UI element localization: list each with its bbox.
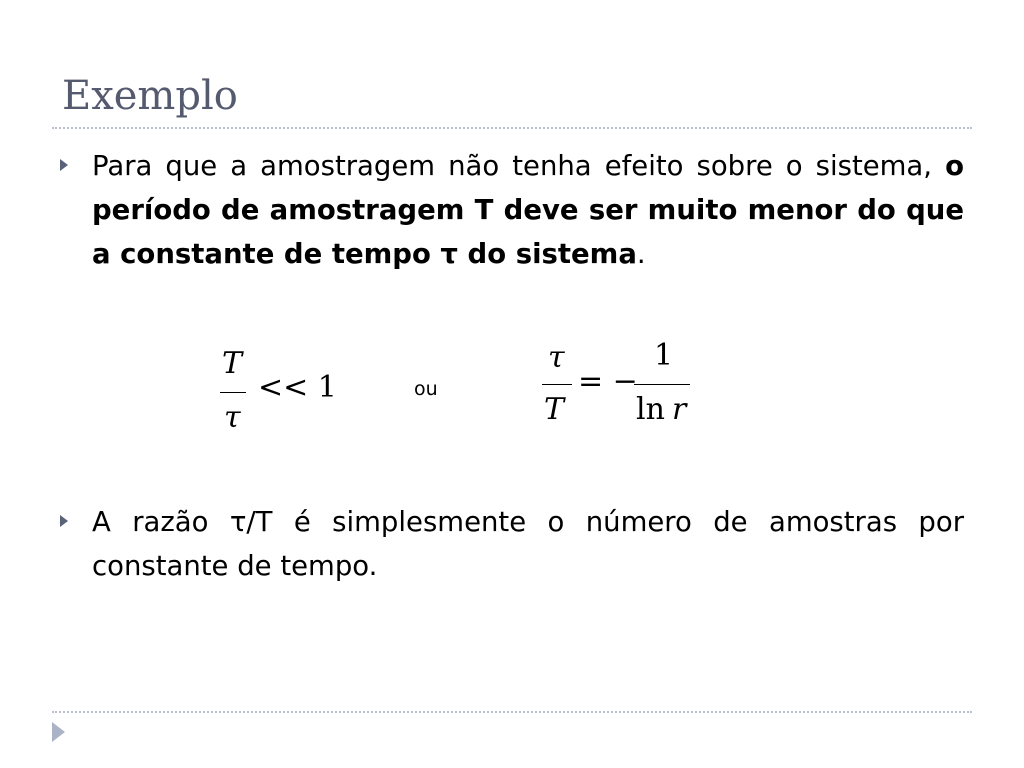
eq1-fraction-bar <box>220 392 246 393</box>
equation-connector: ou <box>414 378 438 400</box>
eq2-right-denominator-fn: ln <box>636 392 665 427</box>
bullet-1-period: . <box>636 238 646 270</box>
bullet-1-text <box>92 144 964 276</box>
eq2-relation: = − <box>578 364 638 399</box>
eq2-left-fraction-bar <box>542 384 572 385</box>
nav-arrow-icon[interactable] <box>52 722 65 742</box>
triangle-bullet-icon <box>60 159 68 171</box>
eq1-denominator: τ <box>224 400 241 435</box>
title-divider <box>52 127 972 129</box>
triangle-bullet-icon <box>60 515 68 527</box>
slide-title: Exemplo <box>62 73 238 119</box>
eq1-relation: << 1 <box>258 370 337 405</box>
eq2-right-fraction-bar <box>634 384 690 385</box>
eq1-numerator: T <box>222 346 243 381</box>
footer-divider <box>52 711 972 713</box>
eq2-right-denominator-var: r <box>672 392 687 427</box>
eq2-left-numerator: τ <box>548 340 565 375</box>
bullet-2-text: A razão τ/T é simplesmente o número de amostras por constante de tempo. <box>92 506 964 582</box>
bullet-1-intro: Para que a amostragem não tenha efeito sobre o sistema, <box>92 150 933 182</box>
eq2-left-denominator: T <box>544 392 565 427</box>
eq2-right-numerator: 1 <box>654 338 674 373</box>
bullet-1-emphasis: o período de amostragem T deve ser muito menor do que a constante de tempo τ do sistema <box>92 150 964 270</box>
